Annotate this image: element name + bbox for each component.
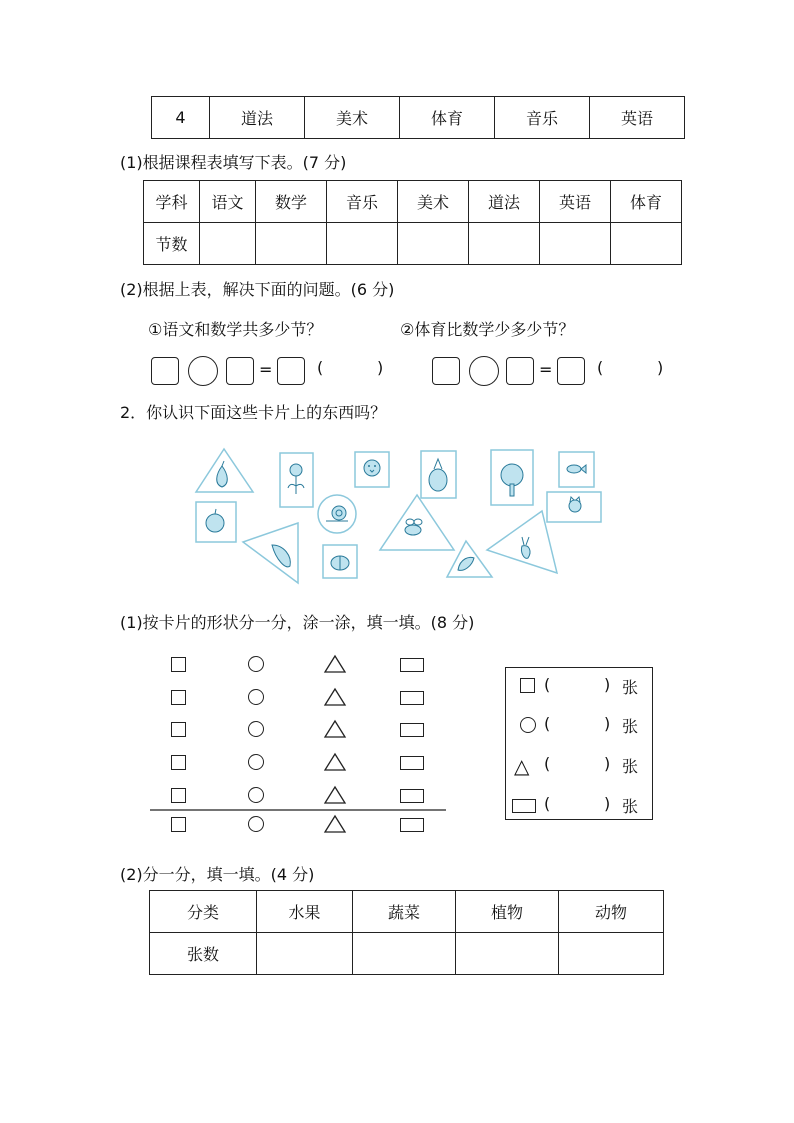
- paren-close: ): [604, 675, 611, 694]
- answer-cell[interactable]: [353, 933, 456, 975]
- rectangle-symbol[interactable]: [400, 691, 424, 705]
- equals-sign: =: [259, 360, 273, 379]
- unit-label: 张: [622, 678, 639, 697]
- subject-header: 语文: [200, 181, 256, 223]
- part-2-question-2-label: (2)分一分，填一填。(4 分): [120, 865, 315, 884]
- rectangle-symbol[interactable]: [400, 658, 424, 672]
- question-2-label: (2)根据上表，解决下面的问题。(6 分): [120, 280, 395, 299]
- rectangle-symbol[interactable]: [400, 789, 424, 803]
- part-2-question-1-label: (1)按卡片的形状分一分，涂一涂，填一填。(8 分): [120, 613, 475, 632]
- subject-row-label: 节数: [144, 223, 200, 265]
- paren-close: ): [604, 794, 611, 813]
- answer-cell[interactable]: [559, 933, 664, 975]
- triangle-symbol: [325, 754, 345, 770]
- triangle-symbol: [325, 721, 345, 737]
- paren-close: ): [657, 358, 664, 377]
- rectangle-symbol[interactable]: [400, 723, 424, 737]
- schedule-cell: 4: [152, 97, 210, 139]
- paren-open: (: [544, 675, 551, 694]
- answer-cell[interactable]: [456, 933, 559, 975]
- category-count-table: [149, 890, 664, 975]
- schedule-cell: 英语: [590, 97, 685, 139]
- paren-open: (: [544, 794, 551, 813]
- category-header: 动物: [559, 891, 664, 933]
- question-1-label: (1)根据课程表填写下表。(7 分): [120, 153, 347, 172]
- paren-open: (: [317, 358, 324, 377]
- schedule-cell: 道法: [210, 97, 305, 139]
- sub-question-1: ①语文和数学共多少节？: [148, 320, 323, 339]
- subject-header: 学科: [144, 181, 200, 223]
- answer-cell[interactable]: [257, 933, 353, 975]
- paren-close: ): [604, 714, 611, 733]
- paren-open: (: [544, 754, 551, 773]
- category-row-label: 张数: [150, 933, 257, 975]
- subject-header: 道法: [469, 181, 540, 223]
- equals-sign: =: [539, 360, 553, 379]
- triangle-symbol: [325, 689, 345, 705]
- triangle-symbol: [325, 656, 345, 672]
- subject-header: 数学: [256, 181, 327, 223]
- schedule-cell: 音乐: [495, 97, 590, 139]
- rectangle-symbol[interactable]: [400, 756, 424, 770]
- category-header: 植物: [456, 891, 559, 933]
- unit-label: 张: [622, 717, 639, 736]
- unit-label: 张: [622, 797, 639, 816]
- paren-close: ): [604, 754, 611, 773]
- unit-label: 张: [622, 757, 639, 776]
- subject-header: 英语: [540, 181, 611, 223]
- subject-header: 音乐: [327, 181, 398, 223]
- category-header: 水果: [257, 891, 353, 933]
- paren-open: (: [544, 714, 551, 733]
- schedule-cell: 体育: [400, 97, 495, 139]
- triangle-symbol: [325, 816, 345, 832]
- subject-header: 美术: [398, 181, 469, 223]
- category-header: 分类: [150, 891, 257, 933]
- subject-header: 体育: [611, 181, 682, 223]
- square-symbol: [520, 678, 535, 693]
- schedule-cell: 美术: [305, 97, 400, 139]
- rectangle-symbol: [512, 799, 536, 813]
- problem-2-title: 2．你认识下面这些卡片上的东西吗？: [120, 403, 387, 422]
- circle-symbol: [520, 717, 536, 733]
- category-header: 蔬菜: [353, 891, 456, 933]
- triangle-symbol: [325, 787, 345, 803]
- paren-open: (: [597, 358, 604, 377]
- triangle-symbol: △: [514, 754, 530, 778]
- sub-question-2: ②体育比数学少多少节？: [400, 320, 575, 339]
- rectangle-symbol[interactable]: [400, 818, 424, 832]
- paren-close: ): [377, 358, 384, 377]
